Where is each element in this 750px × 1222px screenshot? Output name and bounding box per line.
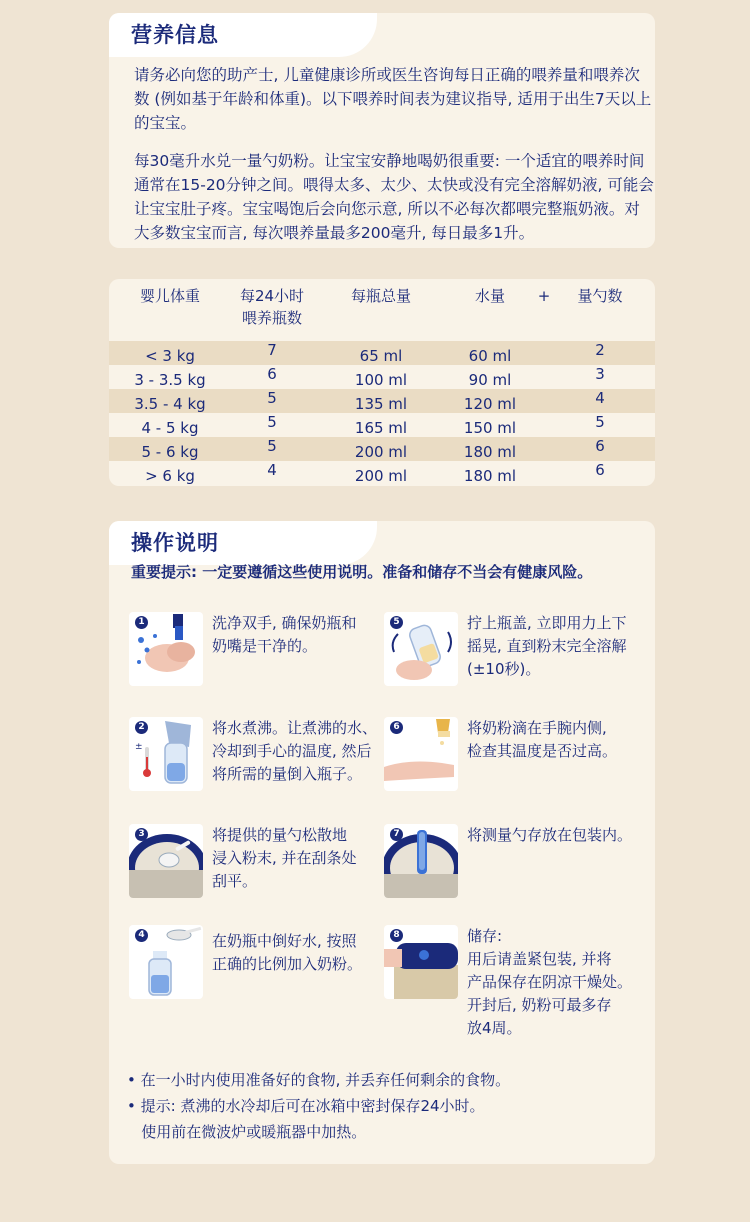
text-line: 将水煮沸。让煮沸的水、 — [212, 719, 378, 737]
cell-scoops: 6 — [595, 437, 605, 455]
text-line: 储存: — [467, 927, 503, 945]
nutrition-card — [109, 13, 655, 248]
step-3-text — [212, 824, 372, 893]
step-2-text — [212, 717, 378, 786]
nutrition-paragraph-2 — [134, 149, 654, 245]
cell-total: 200 ml — [354, 443, 408, 461]
step-8-text — [467, 925, 633, 1040]
text-line: 正确的比例加入奶粉。 — [212, 955, 363, 973]
step-8-image — [384, 925, 458, 999]
section-tab — [109, 13, 377, 57]
note-refrigerate-tip: • 提示: 煮沸的水冷却后可在冰箱中密封保存24小时。 — [127, 1097, 485, 1115]
header-water: 水量 — [474, 287, 505, 305]
instructions-title: 操作说明 — [131, 531, 219, 555]
cell-scoops: 4 — [595, 389, 605, 407]
header-bottles-line1: 每24小时 — [239, 287, 305, 305]
text-line: 开封后, 奶粉可最多存 — [467, 996, 612, 1014]
cell-water: 180 ml — [463, 443, 517, 461]
header-bottles-line2: 喂养瓶数 — [241, 309, 302, 327]
cell-total: 65 ml — [359, 347, 403, 365]
cell-scoops: 5 — [595, 413, 605, 431]
step-5-image — [384, 612, 458, 686]
nutrition-title: 营养信息 — [131, 23, 219, 47]
nutrition-paragraph-1 — [134, 63, 652, 135]
step-number: 6 — [390, 721, 403, 734]
step-number: 2 — [135, 721, 148, 734]
cell-bottles: 6 — [267, 365, 277, 383]
step-4-image — [129, 925, 203, 999]
header-plus: + — [537, 287, 551, 305]
text-line: 大多数宝宝而言, 每次喂养量最多200毫升, 每日最多1升。 — [134, 224, 535, 242]
text-line: 摇晃, 直到粉末完全溶解 — [467, 637, 627, 655]
instructions-card — [109, 521, 655, 1164]
text-line: 洗净双手, 确保奶瓶和 — [212, 614, 357, 632]
text-line: (±10秒)。 — [467, 660, 541, 678]
text-line: 放4周。 — [467, 1019, 522, 1037]
cell-bottles: 4 — [267, 461, 277, 479]
text-line: 的宝宝。 — [134, 114, 197, 132]
svg-text:±: ± — [135, 742, 143, 752]
text-line: 将测量勺存放在包装内。 — [467, 826, 633, 844]
cell-total: 100 ml — [354, 371, 408, 389]
cell-water: 150 ml — [463, 419, 517, 437]
cell-bottles: 5 — [267, 389, 277, 407]
text-line: 冷却到手心的温度, 然后 — [212, 742, 372, 760]
step-3-image — [129, 824, 203, 898]
text-line: 每30毫升水兑一量勺奶粉。让宝宝安静地喝奶很重要: 一个适宜的喂养时间 — [134, 152, 645, 170]
text-line: 在奶瓶中倒好水, 按照 — [212, 932, 357, 950]
text-line: 将所需的量倒入瓶子。 — [212, 765, 363, 783]
cell-weight: < 3 kg — [145, 347, 195, 365]
table-row — [109, 413, 655, 437]
step-number: 7 — [390, 828, 403, 841]
step-6-image — [384, 717, 458, 791]
section-tab — [109, 521, 377, 565]
cell-bottles: 5 — [267, 437, 277, 455]
cell-total: 165 ml — [354, 419, 408, 437]
header-total: 每瓶总量 — [350, 287, 411, 305]
cell-water: 90 ml — [468, 371, 512, 389]
table-row — [109, 389, 655, 413]
cell-water: 60 ml — [468, 347, 512, 365]
text-line: 通常在15-20分钟之间。喂得太多、太少、太快或没有完全溶解奶液, 可能会 — [134, 176, 654, 194]
table-row — [109, 341, 655, 365]
step-number: 8 — [390, 929, 403, 942]
cell-scoops: 2 — [595, 341, 605, 359]
step-6-text — [467, 717, 627, 763]
step-number: 3 — [135, 828, 148, 841]
step-2-image — [129, 717, 203, 791]
cell-scoops: 6 — [595, 461, 605, 479]
step-7-image — [384, 824, 458, 898]
cell-total: 135 ml — [354, 395, 408, 413]
cell-total: 200 ml — [354, 467, 408, 485]
text-line: 拧上瓶盖, 立即用力上下 — [467, 614, 627, 632]
feeding-table — [109, 279, 655, 486]
cell-weight: 4 - 5 kg — [141, 419, 199, 437]
text-line: 刮平。 — [212, 872, 258, 890]
table-row — [109, 365, 655, 389]
step-number: 1 — [135, 616, 148, 629]
text-line: 将奶粉滴在手腕内侧, — [467, 719, 607, 737]
step-1-image — [129, 612, 203, 686]
text-line: 用后请盖紧包装, 并将 — [467, 950, 612, 968]
text-line: 将提供的量勺松散地 — [212, 826, 348, 844]
text-line: 请务必向您的助产士, 儿童健康诊所或医生咨询每日正确的喂养量和喂养次 — [134, 66, 640, 84]
text-line: 浸入粉末, 并在刮条处 — [212, 849, 357, 867]
text-line: 奶嘴是干净的。 — [212, 637, 318, 655]
important-notice: 重要提示: 一定要遵循这些使用说明。准备和储存不当会有健康风险。 — [131, 563, 593, 581]
step-1-text — [212, 612, 372, 658]
step-number: 5 — [390, 616, 403, 629]
cell-water: 180 ml — [463, 467, 517, 485]
step-4-text — [212, 930, 372, 976]
text-line: 数 (例如基于年龄和体重)。以下喂养时间表为建议指导, 适用于出生7天以上 — [134, 90, 652, 108]
table-row — [109, 437, 655, 461]
text-line: 让宝宝肚子疼。宝宝喝饱后会向您示意, 所以不必每次都喂完整瓶奶液。对 — [134, 200, 640, 218]
cell-weight: 3 - 3.5 kg — [134, 371, 206, 389]
cell-scoops: 3 — [595, 365, 605, 383]
note-reheat: 使用前在微波炉或暖瓶器中加热。 — [127, 1123, 367, 1141]
cell-weight: 5 - 6 kg — [141, 443, 199, 461]
step-number: 4 — [135, 929, 148, 942]
cell-bottles: 5 — [267, 413, 277, 431]
step-5-text — [467, 612, 627, 681]
cell-weight: 3.5 - 4 kg — [134, 395, 206, 413]
step-7-text — [467, 824, 633, 847]
header-weight: 婴儿体重 — [139, 287, 200, 305]
header-bottles — [233, 285, 311, 329]
cell-bottles: 7 — [267, 341, 277, 359]
cell-water: 120 ml — [463, 395, 517, 413]
header-scoops: 量勺数 — [577, 287, 623, 305]
text-line: 检查其温度是否过高。 — [467, 742, 618, 760]
text-line: 产品保存在阴凉干燥处。 — [467, 973, 633, 991]
note-use-within-hour: • 在一小时内使用准备好的食物, 并丢弃任何剩余的食物。 — [127, 1071, 511, 1089]
table-row — [109, 461, 655, 485]
cell-weight: > 6 kg — [145, 467, 195, 485]
